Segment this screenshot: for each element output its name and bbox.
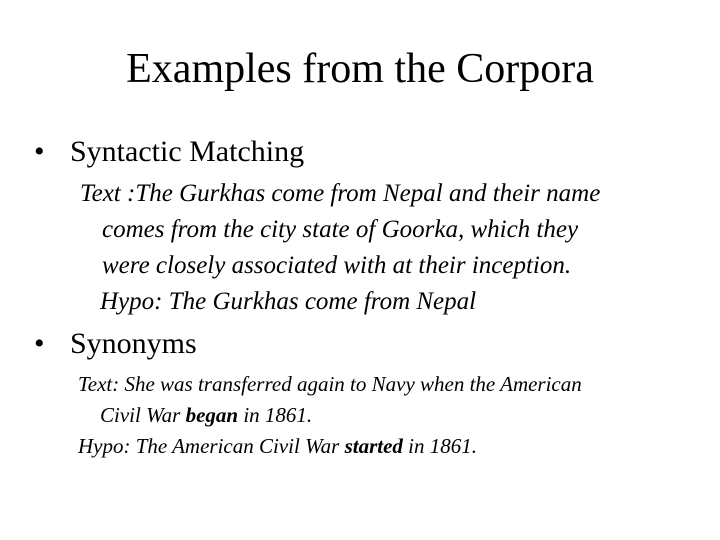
- text-fragment: in 1861.: [402, 434, 477, 458]
- highlighted-word: started: [344, 434, 403, 458]
- bullet-marker: •: [34, 135, 45, 168]
- text-fragment: Civil War: [100, 403, 186, 427]
- bullet-heading: Syntactic Matching: [70, 135, 305, 168]
- bullet-marker: •: [34, 327, 45, 360]
- example-line: were closely associated with at their inception.: [102, 252, 572, 279]
- example-line: Text :The Gurkhas come from Nepal and their name: [80, 180, 601, 207]
- highlighted-word: began: [185, 403, 239, 427]
- example-line: Hypo: The Gurkhas come from Nepal: [100, 288, 477, 315]
- slide-title: Examples from the Corpora: [126, 46, 594, 92]
- text-fragment: Hypo: The American Civil War: [78, 434, 345, 458]
- syntactic-example: [80, 176, 600, 320]
- bullet-syntactic-matching: [34, 134, 304, 170]
- bullet-synonyms: [34, 326, 197, 362]
- synonyms-example: [78, 369, 582, 462]
- bullet-heading: Synonyms: [70, 327, 197, 360]
- text-fragment: in 1861.: [238, 403, 313, 427]
- example-line: [78, 400, 582, 431]
- example-line: comes from the city state of Goorka, which they: [102, 216, 579, 243]
- example-line: [78, 431, 582, 462]
- example-line: Text: She was transferred again to Navy when the American: [78, 372, 582, 396]
